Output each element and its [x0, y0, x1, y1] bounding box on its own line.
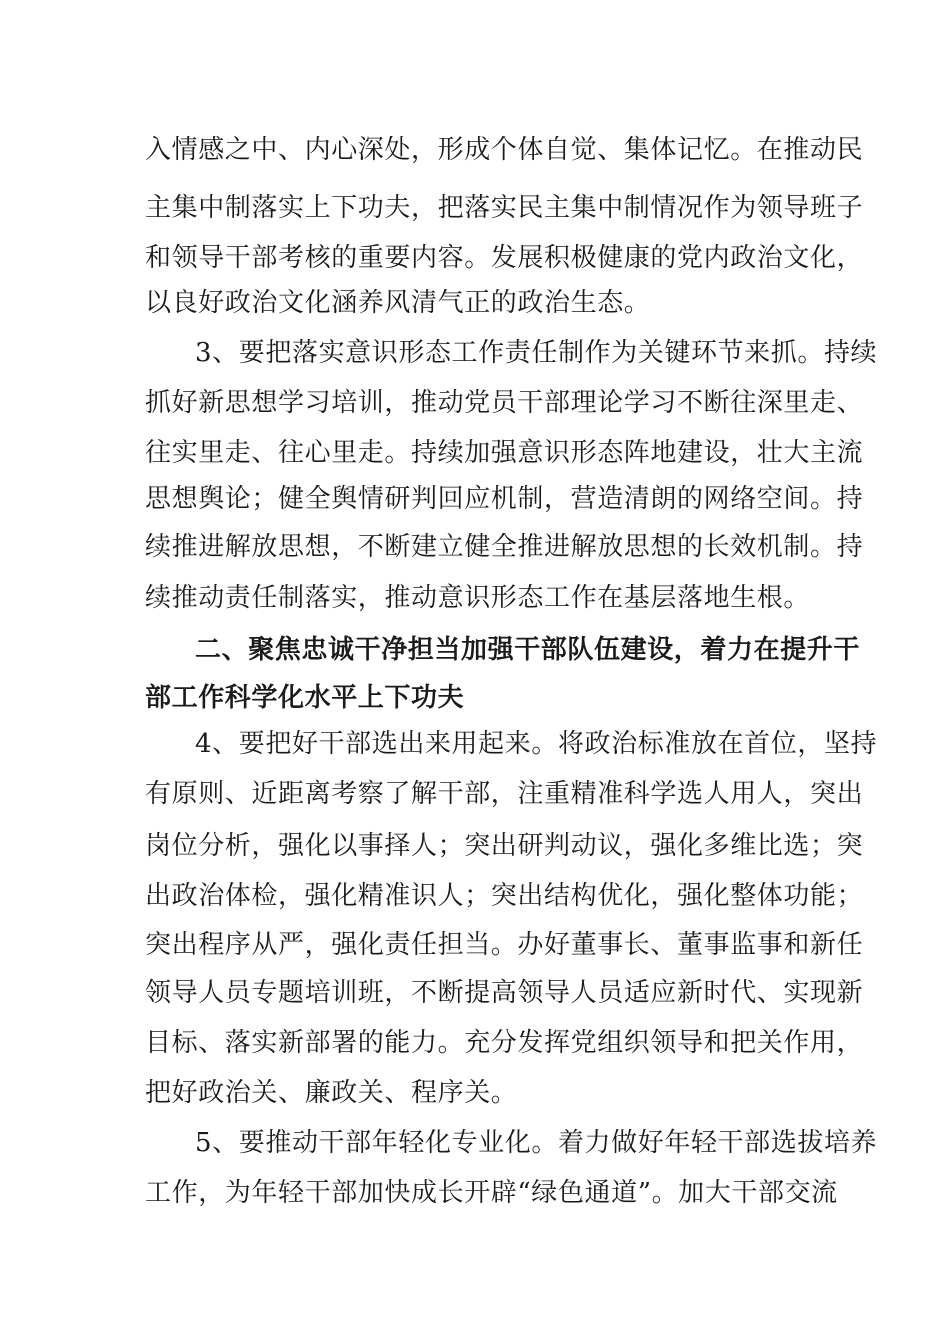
- text-line: 把好政治关、廉政关、程序关。: [145, 1078, 518, 1108]
- text-line: 续推进解放思想，不断建立健全推进解放思想的长效机制。持: [145, 532, 864, 562]
- text-line: 有原则、近距离考察了解干部，注重精准科学选人用人，突出: [145, 779, 864, 809]
- text-line: 出政治体检，强化精准识人；突出结构优化，强化整体功能；: [145, 881, 864, 911]
- text-line: 工作，为年轻干部加快成长开辟“绿色通道”。加大干部交流: [145, 1178, 838, 1208]
- text-line: 3、要把落实意识形态工作责任制作为关键环节来抓。持续: [195, 338, 878, 368]
- text-line: 领导人员专题培训班，不断提高领导人员适应新时代、实现新: [145, 978, 864, 1008]
- text-line: 4、要把好干部选出来用起来。将政治标准放在首位，坚持: [195, 729, 878, 759]
- text-line: 往实里走、往心里走。持续加强意识形态阵地建设，壮大主流: [145, 438, 864, 468]
- text-line: 5、要推动干部年轻化专业化。着力做好年轻干部选拔培养: [195, 1128, 878, 1158]
- text-line: 入情感之中、内心深处，形成个体自觉、集体记忆。在推动民: [145, 135, 864, 165]
- heading-line: 二、聚焦忠诚干净担当加强干部队伍建设，着力在提升干: [195, 635, 861, 665]
- text-line: 和领导干部考核的重要内容。发展积极健康的党内政治文化，: [145, 243, 864, 273]
- text-line: 目标、落实新部署的能力。充分发挥党组织领导和把关作用，: [145, 1028, 864, 1058]
- text-line: 续推动责任制落实，推动意识形态工作在基层落地生根。: [145, 583, 811, 613]
- text-line: 突出程序从严，强化责任担当。办好董事长、董事监事和新任: [145, 930, 864, 960]
- text-line: 岗位分析，强化以事择人；突出研判动议，强化多维比选；突: [145, 831, 864, 861]
- text-line: 以良好政治文化涵养风清气正的政治生态。: [145, 288, 651, 318]
- text-line: 思想舆论；健全舆情研判回应机制，营造清朗的网络空间。持: [145, 484, 864, 514]
- text-line: 主集中制落实上下功夫，把落实民主集中制情况作为领导班子: [145, 193, 864, 223]
- text-line: 抓好新思想学习培训，推动党员干部理论学习不断往深里走、: [145, 388, 864, 418]
- heading-line: 部工作科学化水平上下功夫: [145, 683, 465, 713]
